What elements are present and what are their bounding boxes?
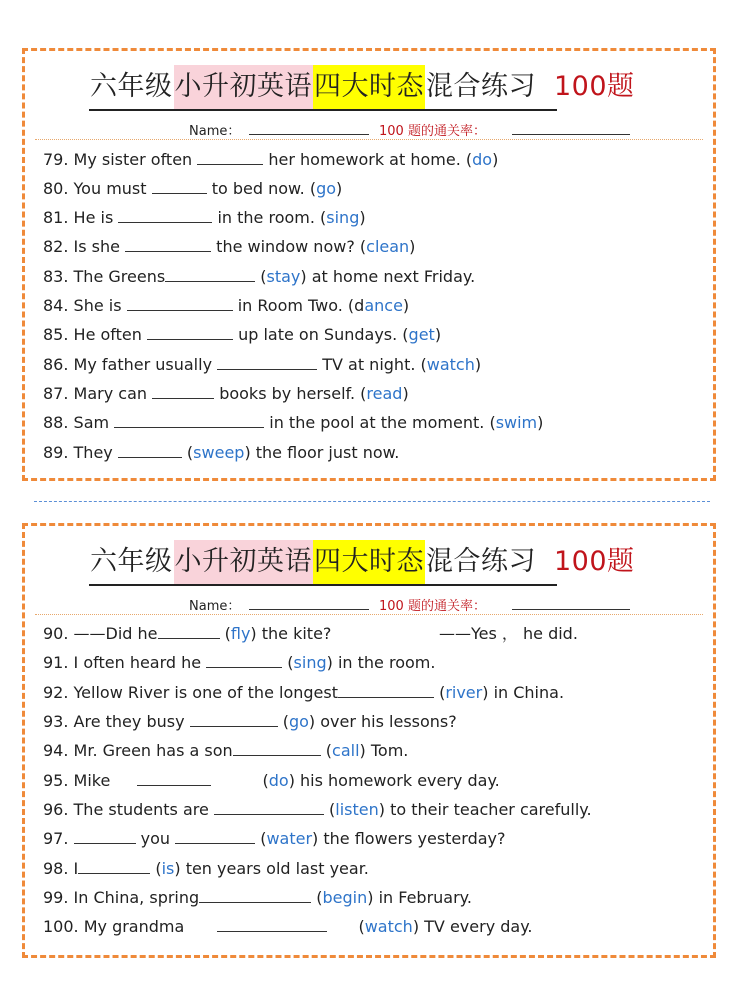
question-text: to bed now. ( bbox=[206, 179, 317, 198]
answer-blank[interactable] bbox=[338, 681, 434, 698]
question-text: 95. Mike bbox=[43, 771, 116, 790]
question-84 bbox=[43, 294, 409, 318]
title-part-practice: 混合练习 bbox=[426, 71, 536, 102]
question-text: ( bbox=[282, 653, 294, 672]
name-row bbox=[35, 117, 703, 140]
question-text: ) bbox=[402, 384, 409, 403]
title-part-practice: 混合练习 bbox=[426, 546, 536, 577]
name-label: Name： bbox=[189, 599, 241, 614]
question-text: ) bbox=[359, 208, 366, 227]
verb-hint: sing bbox=[293, 653, 327, 672]
question-text: 93. Are they busy bbox=[43, 712, 190, 731]
question-text: 79. My sister often bbox=[43, 150, 198, 169]
title-part-grade: 六年级 bbox=[90, 546, 173, 577]
question-text: ) the kite? bbox=[250, 624, 332, 643]
answer-blank[interactable] bbox=[137, 769, 211, 786]
answer-blank[interactable] bbox=[217, 915, 327, 932]
answer-blank[interactable] bbox=[74, 827, 136, 844]
title-underline bbox=[89, 584, 557, 586]
question-90-answer bbox=[439, 622, 578, 646]
question-100 bbox=[43, 915, 532, 939]
question-text: 94. Mr. Green has a son bbox=[43, 741, 233, 760]
question-95 bbox=[43, 769, 500, 793]
verb-hint: watch bbox=[426, 355, 475, 374]
pass-rate-blank[interactable] bbox=[512, 609, 630, 610]
verb-hint: sing bbox=[326, 208, 360, 227]
question-97 bbox=[43, 827, 505, 851]
question-text: ——Yes ， he did. bbox=[439, 624, 578, 643]
question-text: ) his homework every day. bbox=[288, 771, 500, 790]
question-91 bbox=[43, 651, 435, 675]
question-83 bbox=[43, 265, 475, 289]
question-text: 100. My grandma bbox=[43, 917, 190, 936]
question-text: ( bbox=[255, 267, 267, 286]
worksheet-title bbox=[25, 65, 713, 109]
pass-rate-label: 100 题的通关率： bbox=[379, 599, 486, 614]
title-part-english: 小升初英语 bbox=[174, 65, 314, 109]
name-blank[interactable] bbox=[249, 134, 369, 135]
verb-hint: call bbox=[332, 741, 360, 760]
question-text: 98. I bbox=[43, 859, 79, 878]
answer-blank[interactable] bbox=[114, 411, 264, 428]
verb-hint: go bbox=[316, 179, 337, 198]
question-text: in the pool at the moment. ( bbox=[264, 413, 496, 432]
question-89 bbox=[43, 441, 399, 465]
question-text: ( bbox=[181, 443, 194, 462]
question-text: ) the floor just now. bbox=[244, 443, 400, 462]
question-text: ( bbox=[323, 800, 336, 819]
pass-rate-blank[interactable] bbox=[512, 134, 630, 135]
question-text: 81. He is bbox=[43, 208, 119, 227]
answer-blank[interactable] bbox=[118, 206, 212, 223]
question-text: in the room. ( bbox=[212, 208, 327, 227]
question-text: ( bbox=[150, 859, 162, 878]
question-text: her homework at home. ( bbox=[263, 150, 473, 169]
question-text: ) in China. bbox=[482, 683, 565, 702]
verb-hint: water bbox=[266, 829, 313, 848]
answer-blank[interactable] bbox=[214, 798, 324, 815]
question-text: ) bbox=[434, 325, 442, 344]
verb-hint: watch bbox=[364, 917, 413, 936]
question-text: 92. Yellow River is one of the longest bbox=[43, 683, 338, 702]
verb-hint: sweep bbox=[193, 443, 245, 462]
question-text: ) Tom. bbox=[359, 741, 409, 760]
question-text: ) bbox=[402, 296, 410, 315]
question-text: ) ten years old last year. bbox=[174, 859, 369, 878]
question-text: ) in February. bbox=[367, 888, 472, 907]
verb-hint: is bbox=[161, 859, 175, 878]
verb-hint: ance bbox=[364, 296, 403, 315]
worksheet-section-1 bbox=[22, 48, 716, 481]
name-row bbox=[35, 592, 703, 615]
verb-hint: go bbox=[288, 712, 309, 731]
question-85 bbox=[43, 323, 441, 347]
verb-hint: swim bbox=[495, 413, 538, 432]
question-text: ( bbox=[255, 829, 267, 848]
name-label: Name： bbox=[189, 124, 241, 139]
worksheet-title bbox=[25, 540, 713, 584]
question-text: ) over his lessons? bbox=[308, 712, 457, 731]
question-text: the window now? ( bbox=[211, 237, 367, 256]
question-87 bbox=[43, 382, 409, 406]
answer-blank[interactable] bbox=[199, 886, 311, 903]
title-part-grade: 六年级 bbox=[90, 71, 173, 102]
question-text: ) the flowers yesterday? bbox=[312, 829, 506, 848]
question-text: ) at home next Friday. bbox=[300, 267, 476, 286]
answer-blank[interactable] bbox=[152, 177, 207, 194]
question-text: ( bbox=[257, 771, 269, 790]
question-92 bbox=[43, 681, 564, 705]
answer-blank[interactable] bbox=[147, 323, 233, 340]
name-blank[interactable] bbox=[249, 609, 369, 610]
answer-blank[interactable] bbox=[233, 739, 321, 756]
question-86 bbox=[43, 353, 481, 377]
answer-blank[interactable] bbox=[118, 441, 182, 458]
question-text: in Room Two. (d bbox=[232, 296, 365, 315]
verb-hint: begin bbox=[322, 888, 368, 907]
question-text: you bbox=[135, 829, 176, 848]
question-text: ) bbox=[492, 150, 499, 169]
question-90 bbox=[43, 622, 331, 646]
pass-rate-label: 100 题的通关率： bbox=[379, 124, 486, 139]
question-text: books by herself. ( bbox=[214, 384, 367, 403]
question-text: 99. In China, spring bbox=[43, 888, 200, 907]
answer-blank[interactable] bbox=[197, 148, 263, 165]
verb-hint: fly bbox=[230, 624, 251, 643]
question-text: ) bbox=[537, 413, 544, 432]
question-text: 82. Is she bbox=[43, 237, 126, 256]
question-94 bbox=[43, 739, 408, 763]
question-text: ( bbox=[320, 741, 333, 760]
question-99 bbox=[43, 886, 472, 910]
answer-blank[interactable] bbox=[125, 235, 211, 252]
answer-blank[interactable] bbox=[206, 651, 282, 668]
verb-hint: do bbox=[268, 771, 289, 790]
question-text: 96. The students are bbox=[43, 800, 214, 819]
answer-blank[interactable] bbox=[78, 857, 150, 874]
verb-hint: stay bbox=[266, 267, 301, 286]
answer-blank[interactable] bbox=[190, 710, 278, 727]
answer-blank[interactable] bbox=[175, 827, 255, 844]
question-text: 90. ——Did he bbox=[43, 624, 158, 643]
question-88 bbox=[43, 411, 543, 435]
question-text: ( bbox=[353, 917, 365, 936]
title-part-tenses: 四大时态 bbox=[313, 65, 425, 109]
question-text: ( bbox=[311, 888, 323, 907]
title-count: 100题 bbox=[554, 546, 635, 577]
question-96 bbox=[43, 798, 592, 822]
verb-hint: clean bbox=[366, 237, 410, 256]
verb-hint: read bbox=[366, 384, 403, 403]
question-text: ( bbox=[277, 712, 289, 731]
worksheet-section-2 bbox=[22, 523, 716, 958]
verb-hint: get bbox=[408, 325, 435, 344]
verb-hint: do bbox=[472, 150, 493, 169]
question-text: ) bbox=[336, 179, 343, 198]
title-part-english: 小升初英语 bbox=[174, 540, 314, 584]
question-text: ( bbox=[219, 624, 231, 643]
verb-hint: river bbox=[445, 683, 483, 702]
section-divider bbox=[34, 501, 710, 502]
question-79 bbox=[43, 148, 498, 172]
answer-blank[interactable] bbox=[152, 382, 214, 399]
question-text: 88. Sam bbox=[43, 413, 115, 432]
title-underline bbox=[89, 109, 557, 111]
question-93 bbox=[43, 710, 457, 734]
question-text: ) bbox=[474, 355, 482, 374]
question-text: ) in the room. bbox=[326, 653, 436, 672]
question-text: ) TV every day. bbox=[412, 917, 533, 936]
question-text: ) to their teacher carefully. bbox=[378, 800, 592, 819]
title-count: 100题 bbox=[554, 71, 635, 102]
question-text: 91. I often heard he bbox=[43, 653, 207, 672]
question-text: 87. Mary can bbox=[43, 384, 153, 403]
question-text: 89. They bbox=[43, 443, 118, 462]
question-text: ) bbox=[409, 237, 416, 256]
question-text: 84. She is bbox=[43, 296, 127, 315]
verb-hint: listen bbox=[335, 800, 379, 819]
answer-blank[interactable] bbox=[158, 622, 220, 639]
question-80 bbox=[43, 177, 342, 201]
question-text: 85. He often bbox=[43, 325, 147, 344]
question-text: TV at night. ( bbox=[317, 355, 427, 374]
question-81 bbox=[43, 206, 366, 230]
question-text: ( bbox=[433, 683, 446, 702]
answer-blank[interactable] bbox=[165, 265, 255, 282]
question-text: up late on Sundays. ( bbox=[232, 325, 409, 344]
answer-blank[interactable] bbox=[127, 294, 233, 311]
question-82 bbox=[43, 235, 415, 259]
answer-blank[interactable] bbox=[217, 353, 317, 370]
question-text: 80. You must bbox=[43, 179, 152, 198]
title-part-tenses: 四大时态 bbox=[313, 540, 425, 584]
question-text: 83. The Greens bbox=[43, 267, 166, 286]
question-text: 97. bbox=[43, 829, 74, 848]
question-text: 86. My father usually bbox=[43, 355, 218, 374]
question-98 bbox=[43, 857, 369, 881]
